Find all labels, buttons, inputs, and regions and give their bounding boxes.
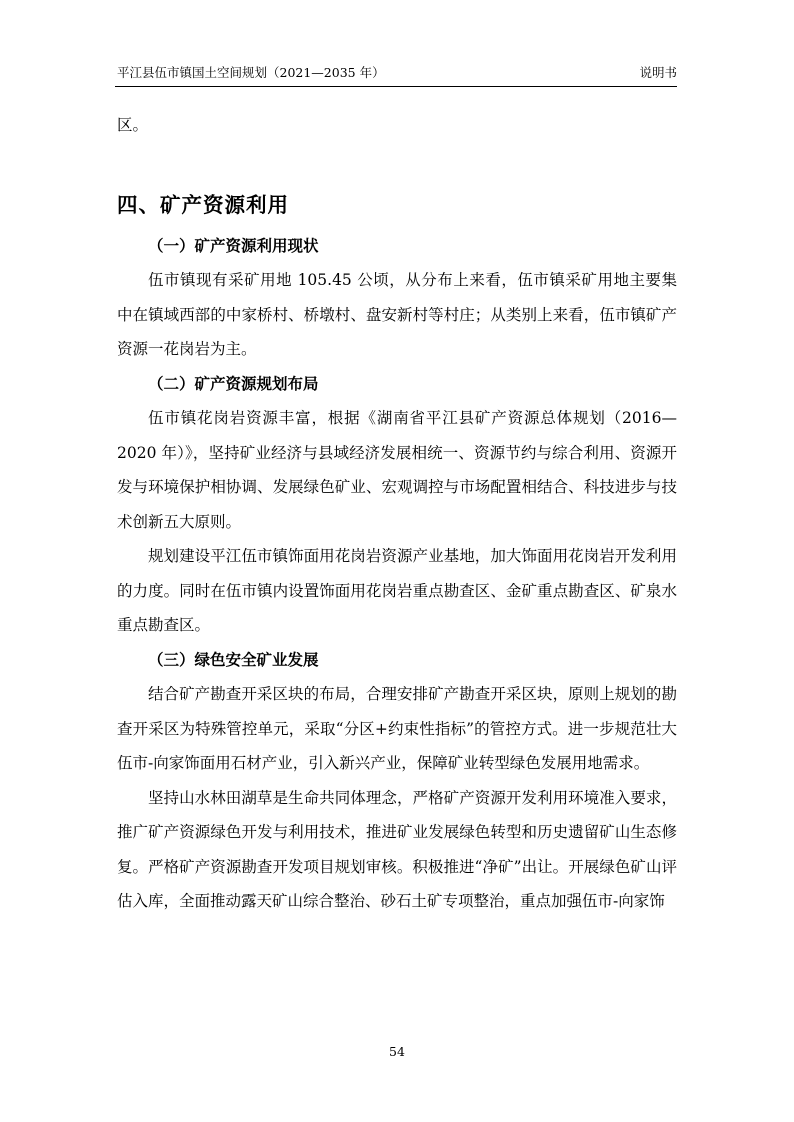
page-number: 54 bbox=[389, 1044, 405, 1059]
paragraph: 结合矿产勘查开采区块的布局，合理安排矿产勘查开采区块，原则上规划的勘查开采区为特殊管控单元，采取“分区+约束性指标”的管控方式。进一步规范壮大伍市-向家饰面用石材产业，引入新兴产业，保障矿业转型绿色发展用地需求。 bbox=[117, 685, 677, 772]
header-rule bbox=[115, 86, 677, 87]
paragraph: 伍市镇现有采矿用地 105.45 公顷，从分布上来看，伍市镇采矿用地主要集中在镇域西部的中家桥村、桥墩村、盘安新村等村庄；从类别上来看，伍市镇矿产资源一花岗岩为主。 bbox=[117, 271, 677, 358]
section-title: 四、矿产资源利用 bbox=[117, 192, 289, 217]
page-body bbox=[117, 108, 677, 919]
paragraph: 规划建设平江伍市镇饰面用花岗岩资源产业基地，加大饰面用花岗岩开发利用的力度。同时在伍市镇内设置饰面用花岗岩重点勘查区、金矿重点勘查区、矿泉水重点勘查区。 bbox=[117, 547, 677, 634]
paragraph: 伍市镇花岗岩资源丰富，根据《湖南省平江县矿产资源总体规划（2016—2020 年）》，坚持矿业经济与县域经济发展相统一、资源节约与综合利用、资源开发与环境保护相协调、发展绿色矿业、宏观调控与市场配置相结合、科技进步与技术创新五大原则。 bbox=[117, 409, 677, 531]
header-doc-type: 说明书 bbox=[639, 65, 677, 80]
subsection-title-2: （二）矿产资源规划布局 bbox=[148, 374, 319, 393]
subsection-title-3: （三）绿色安全矿业发展 bbox=[148, 650, 319, 669]
header-title: 平江县伍市镇国土空间规划（2021—2035 年） bbox=[117, 65, 385, 80]
continuation-text: 区。 bbox=[117, 116, 149, 134]
paragraph: 坚持山水林田湖草是生命共同体理念，严格矿产资源开发利用环境准入要求，推广矿产资源绿色开发与利用技术，推进矿业发展绿色转型和历史遗留矿山生态修复。严格矿产资源勘查开发项目规划审核。积极推进“净矿”出让。开展绿色矿山评估入库，全面推动露天矿山综合整治、砂石土矿专项整治，重点加强伍市-向家饰 bbox=[117, 788, 677, 910]
page-header bbox=[117, 63, 677, 83]
subsection-title-1: （一）矿产资源利用现状 bbox=[148, 236, 319, 255]
